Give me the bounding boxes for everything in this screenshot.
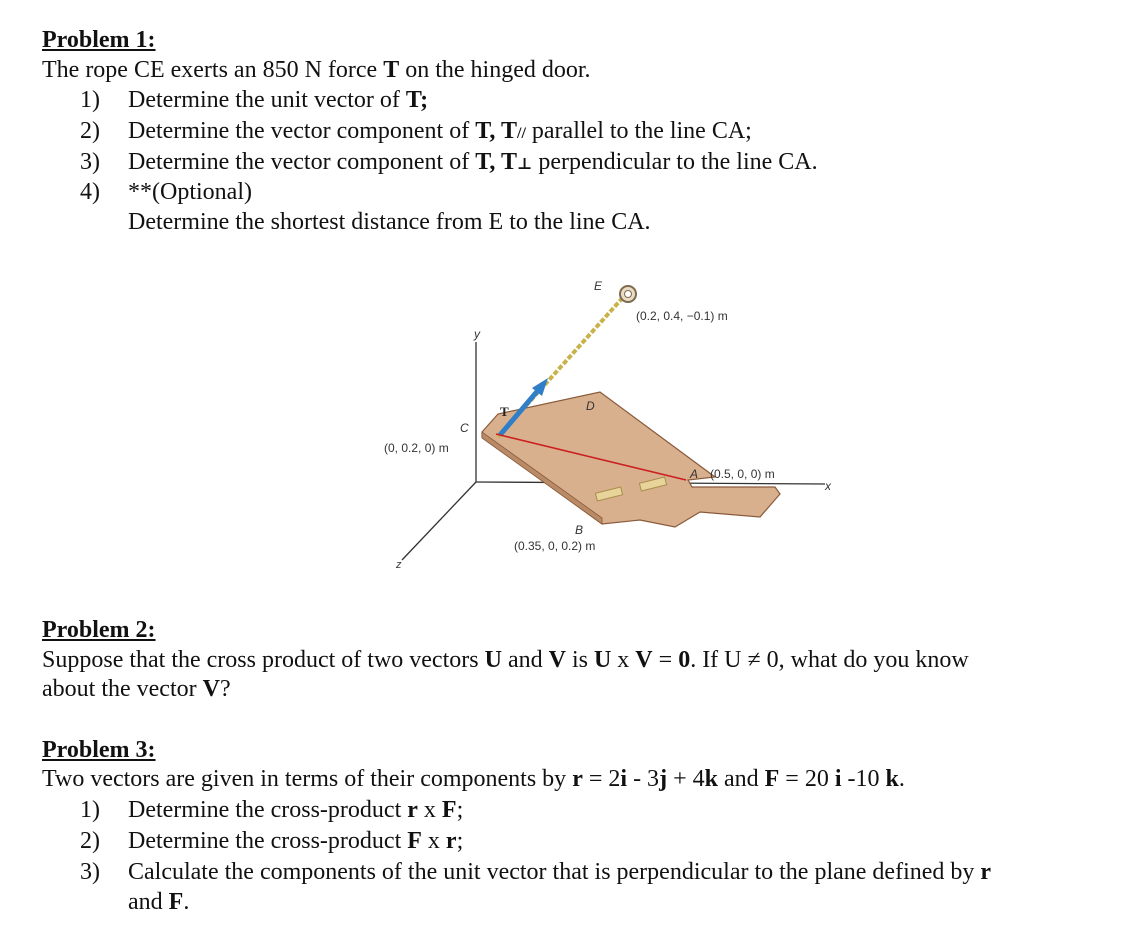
problem1-intro: The rope CE exerts an 850 N force T on the hinged door. (42, 57, 591, 83)
problem3-intro: Two vectors are given in terms of their components by r = 2i - 3j + 4k and F = 20 i -10 k. (42, 766, 905, 792)
label-E: E (594, 279, 603, 293)
x-axis-label: x (825, 479, 831, 493)
z-axis-label: z (396, 559, 402, 571)
label-B: B (575, 523, 584, 537)
hinged-door-figure (370, 272, 850, 572)
label-C: C (460, 421, 469, 435)
problem2-text: Suppose that the cross product of two vectors U and V is U x V = 0. If U ≠ 0, what do you know (42, 647, 969, 673)
problem2-text-line2: about the vector V? (42, 676, 231, 702)
door-panel (482, 392, 780, 527)
label-A: A (690, 467, 699, 481)
z-axis (402, 482, 476, 560)
coord-B: (0.35, 0, 0.2) m (514, 539, 596, 553)
y-axis-label: y (474, 327, 480, 341)
problem1-heading: Problem 1: (42, 27, 156, 53)
coord-A: (0.5, 0, 0) m (710, 467, 775, 481)
coord-E: (0.2, 0.4, −0.1) m (636, 309, 728, 323)
label-D: D (586, 399, 595, 413)
ring-E-hole (625, 291, 632, 298)
coord-C: (0, 0.2, 0) m (384, 441, 449, 455)
label-T: T (500, 404, 509, 419)
problem2-heading: Problem 2: (42, 617, 156, 643)
problem3-heading: Problem 3: (42, 737, 156, 763)
